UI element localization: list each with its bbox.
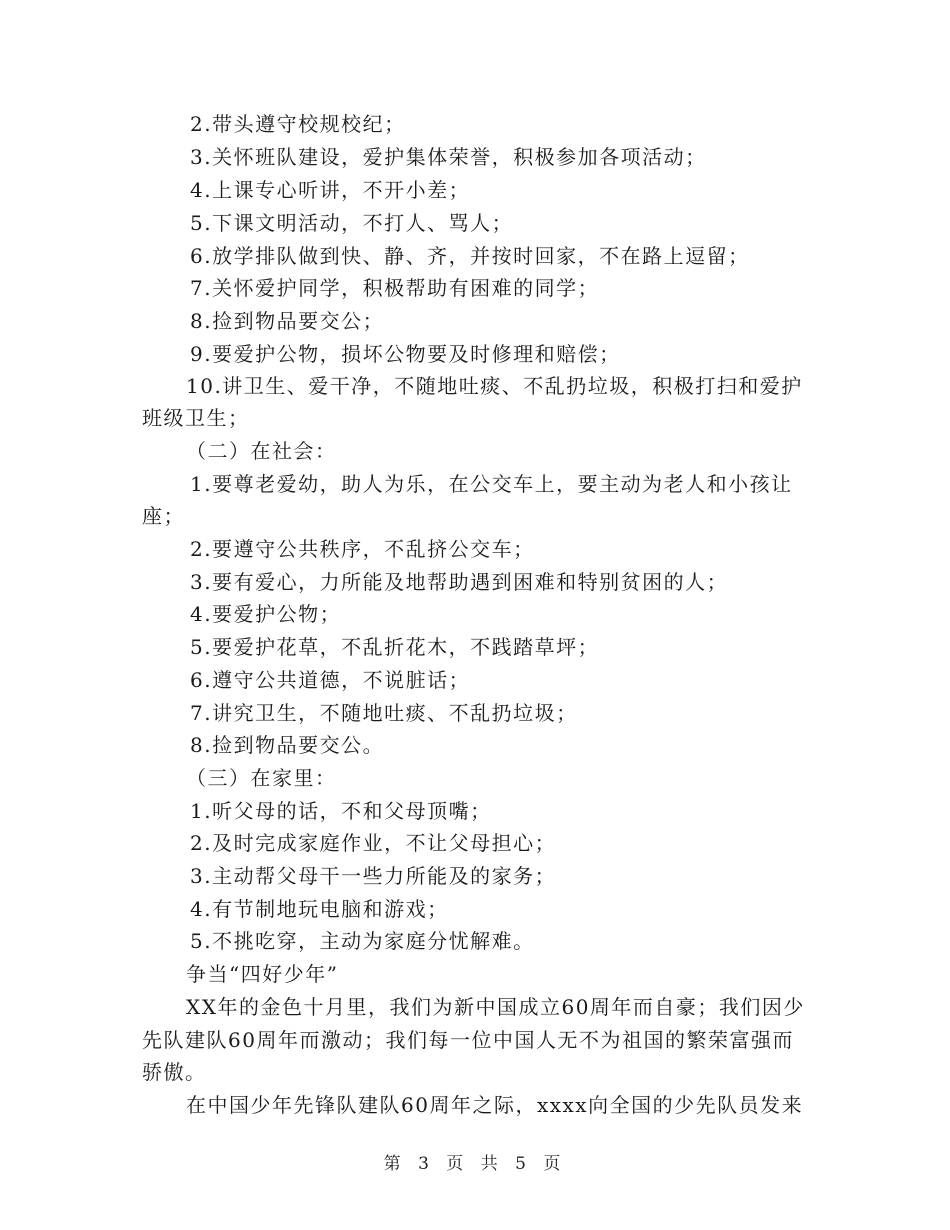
text-line: 8.捡到物品要交公。 [190,733,385,757]
page-number-footer: 第 3 页 共 5 页 [383,1154,567,1174]
text-line: 5.要爱护花草，不乱折花木，不践踏草坪； [190,635,600,659]
text-line: 1.要尊老爱幼，助人为乐，在公交车上，要主动为老人和小孩让 [190,472,793,496]
text-line: XX年的金色十月里，我们为新中国成立60周年而自豪；我们因少 [186,995,805,1019]
text-line: 4.上课专心听讲，不开小差； [190,178,471,202]
text-line: 9.要爱护公物，损坏公物要及时修理和赔偿； [190,342,621,366]
text-line: 班级卫生； [142,406,250,430]
text-line: 3.主动帮父母干一些力所能及的家务； [190,864,557,888]
text-line: 3.关怀班队建设，爱护集体荣誉，积极参加各项活动； [190,145,707,169]
text-line: 6.放学排队做到快、静、齐，并按时回家，不在路上逗留； [190,244,750,268]
text-line: 8.捡到物品要交公； [190,309,385,333]
text-line: 4.有节制地玩电脑和游戏； [190,897,449,921]
essay-title: 争当“四好少年” [186,962,339,986]
text-line: 2.带头遵守校规校纪； [190,112,406,136]
text-line: 骄傲。 [142,1060,207,1084]
section-heading: （二）在社会： [186,439,337,463]
text-line: 10.讲卫生、爱干净，不随地吐痰、不乱扔垃圾，积极打扫和爱护 [186,374,803,398]
text-line: 4.要爱护公物； [190,602,342,626]
text-line: 5.不挑吃穿，主动为家庭分忧解难。 [190,929,535,953]
text-line: 2.要遵守公共秩序，不乱挤公交车； [190,537,535,561]
text-line: 座； [142,504,185,528]
text-line: 7.关怀爱护同学，积极帮助有困难的同学； [190,276,600,300]
text-line: 在中国少年先锋队建队60周年之际，xxxx向全国的少先队员发来 [186,1093,804,1117]
text-line: 5.下课文明活动，不打人、骂人； [190,211,514,235]
text-line: 先队建队60周年而激动；我们每一位中国人无不为祖国的繁荣富强而 [142,1028,794,1052]
text-line: 2.及时完成家庭作业，不让父母担心； [190,831,557,855]
section-heading: （三）在家里： [186,766,337,790]
text-line: 6.遵守公共道德，不说脏话； [190,668,471,692]
text-line: 7.讲究卫生，不随地吐痰、不乱扔垃圾； [190,701,578,725]
text-line: 1.听父母的话，不和父母顶嘴； [190,799,492,823]
text-line: 3.要有爱心，力所能及地帮助遇到困难和特别贫困的人； [190,570,729,594]
